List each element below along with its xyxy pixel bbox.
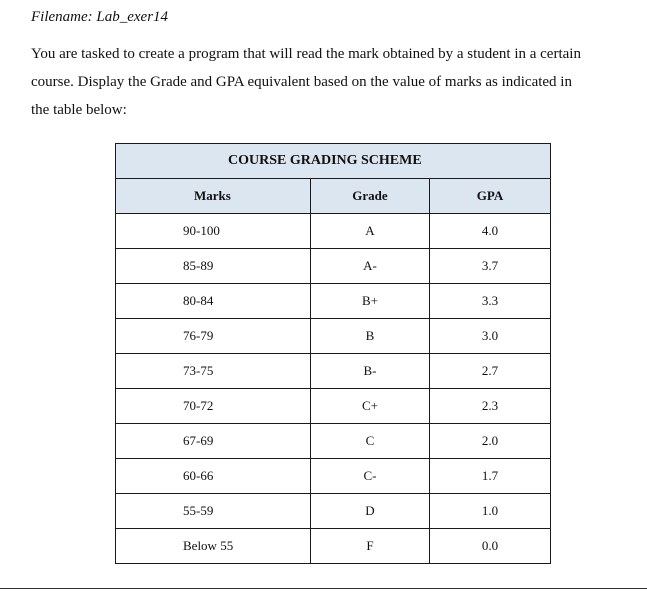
table-row: [116, 214, 551, 249]
cell-grade: C+: [311, 389, 430, 424]
cell-marks: 85-89: [116, 249, 311, 284]
cell-marks: 80-84: [116, 284, 311, 319]
table-caption-row: [116, 144, 551, 179]
cell-marks: 67-69: [116, 424, 311, 459]
cell-grade: D: [311, 494, 430, 529]
cell-gpa: 0.0: [430, 529, 551, 564]
cell-marks: 76-79: [116, 319, 311, 354]
cell-gpa: 1.0: [430, 494, 551, 529]
cell-grade: C-: [311, 459, 430, 494]
cell-grade: A: [311, 214, 430, 249]
table-row: [116, 284, 551, 319]
table-row: [116, 494, 551, 529]
cell-grade: A-: [311, 249, 430, 284]
cell-grade: B-: [311, 354, 430, 389]
table-row: [116, 529, 551, 564]
header-marks: Marks: [116, 179, 311, 214]
header-grade: Grade: [311, 179, 430, 214]
instructions-line: You are tasked to create a program that will read the mark obtained by a student in a certain: [31, 46, 581, 62]
cell-gpa: 3.7: [430, 249, 551, 284]
table-row: [116, 354, 551, 389]
table-row: [116, 249, 551, 284]
instructions-line: course. Display the Grade and GPA equivalent based on the value of marks as indicated in: [31, 74, 572, 90]
table-row: [116, 319, 551, 354]
cell-gpa: 2.7: [430, 354, 551, 389]
cell-gpa: 3.0: [430, 319, 551, 354]
cell-gpa: 2.3: [430, 389, 551, 424]
instructions-line: the table below:: [31, 102, 127, 118]
cell-marks: 60-66: [116, 459, 311, 494]
cell-marks: 73-75: [116, 354, 311, 389]
cell-gpa: 2.0: [430, 424, 551, 459]
table-row: [116, 459, 551, 494]
instructions-paragraph: [31, 40, 631, 124]
cell-marks: 55-59: [116, 494, 311, 529]
grading-scheme-table: [115, 143, 551, 564]
cell-gpa: 1.7: [430, 459, 551, 494]
page-bottom-divider: [0, 588, 647, 589]
cell-grade: B: [311, 319, 430, 354]
table-row: [116, 389, 551, 424]
table-row: [116, 424, 551, 459]
cell-gpa: 4.0: [430, 214, 551, 249]
filename-label: Filename: Lab_exer14: [31, 9, 169, 25]
cell-grade: B+: [311, 284, 430, 319]
cell-marks: 70-72: [116, 389, 311, 424]
cell-gpa: 3.3: [430, 284, 551, 319]
cell-grade: F: [311, 529, 430, 564]
header-gpa: GPA: [430, 179, 551, 214]
table-header-row: [116, 179, 551, 214]
cell-marks: 90-100: [116, 214, 311, 249]
cell-grade: C: [311, 424, 430, 459]
cell-marks: Below 55: [116, 529, 311, 564]
table-caption: COURSE GRADING SCHEME: [116, 144, 551, 179]
